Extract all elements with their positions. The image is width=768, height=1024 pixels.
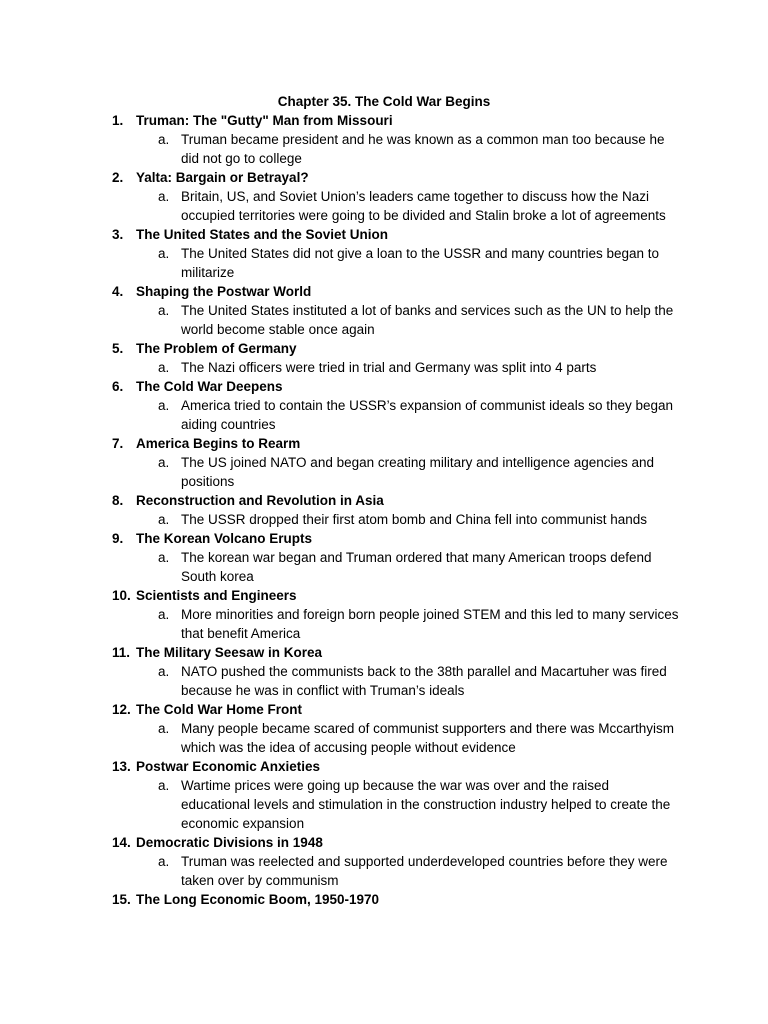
sub-item-letter: a. [158, 550, 170, 565]
item-heading-row [112, 282, 692, 301]
item-number: 6. [112, 379, 124, 394]
sub-item-text: Britain, US, and Soviet Union’s leaders came together to discuss how the Nazi occupied territories were going to be divided and Stalin broke a lot of agreements [181, 189, 666, 223]
outline-item [112, 434, 692, 491]
sub-item-text: More minorities and foreign born people joined STEM and this led to many services that benefit America [181, 607, 679, 641]
item-number: 13. [112, 759, 131, 774]
sub-item [112, 358, 692, 377]
sub-item [112, 130, 692, 168]
sub-item [112, 510, 692, 529]
item-heading: Scientists and Engineers [136, 588, 297, 603]
item-number: 14. [112, 835, 131, 850]
item-heading: The Cold War Home Front [136, 702, 302, 717]
item-heading: Truman: The "Gutty" Man from Missouri [136, 113, 393, 128]
item-number: 5. [112, 341, 124, 356]
sub-item [112, 662, 692, 700]
sub-item-text: Many people became scared of communist supporters and there was Mccarthyism which was the idea of accusing people without evidence [181, 721, 674, 755]
item-number: 8. [112, 493, 124, 508]
outline-item [112, 225, 692, 282]
item-heading-row [112, 168, 692, 187]
item-heading-row [112, 491, 692, 510]
outline-item [112, 168, 692, 225]
outline-item [112, 700, 692, 757]
sub-item [112, 776, 692, 833]
sub-item-letter: a. [158, 398, 170, 413]
item-heading: The Long Economic Boom, 1950-1970 [136, 892, 380, 907]
item-heading: Yalta: Bargain or Betrayal? [136, 170, 309, 185]
sub-item [112, 453, 692, 491]
sub-item [112, 187, 692, 225]
item-heading: The Military Seesaw in Korea [136, 645, 323, 660]
sub-item [112, 548, 692, 586]
item-heading-row [112, 890, 692, 909]
item-heading: Democratic Divisions in 1948 [136, 835, 323, 850]
item-heading-row [112, 434, 692, 453]
item-number: 3. [112, 227, 124, 242]
item-heading-row [112, 339, 692, 358]
item-heading-row [112, 111, 692, 130]
sub-item-letter: a. [158, 721, 170, 736]
sub-item-text: The Nazi officers were tried in trial and Germany was split into 4 parts [181, 360, 597, 375]
sub-item-text: Truman was reelected and supported underdeveloped countries before they were taken over by communism [181, 854, 668, 888]
sub-item [112, 719, 692, 757]
item-heading: The Korean Volcano Erupts [136, 531, 313, 546]
outline-item [112, 339, 692, 377]
item-number: 11. [112, 645, 131, 660]
sub-item-letter: a. [158, 303, 170, 318]
item-heading-row [112, 529, 692, 548]
sub-item-letter: a. [158, 246, 170, 261]
outline-item [112, 833, 692, 890]
sub-item-letter: a. [158, 132, 170, 147]
item-number: 10. [112, 588, 131, 603]
sub-item-text: The US joined NATO and began creating military and intelligence agencies and positions [181, 455, 655, 489]
sub-item-letter: a. [158, 360, 170, 375]
item-heading: The Cold War Deepens [136, 379, 283, 394]
item-heading-row [112, 377, 692, 396]
sub-item-letter: a. [158, 778, 170, 793]
outline-item [112, 586, 692, 643]
sub-item-text: The United States instituted a lot of banks and services such as the UN to help the world become stable once again [181, 303, 674, 337]
item-number: 1. [112, 113, 124, 128]
item-heading: Shaping the Postwar World [136, 284, 312, 299]
item-heading-row [112, 757, 692, 776]
item-heading-row [112, 225, 692, 244]
outline-list [112, 111, 692, 909]
sub-item-text: The United States did not give a loan to the USSR and many countries began to militarize [181, 246, 660, 280]
sub-item [112, 396, 692, 434]
item-number: 2. [112, 170, 124, 185]
outline-item [112, 890, 692, 909]
sub-item [112, 301, 692, 339]
sub-item-letter: a. [158, 607, 170, 622]
sub-item-letter: a. [158, 512, 170, 527]
item-heading: The United States and the Soviet Union [136, 227, 389, 242]
outline-item [112, 529, 692, 586]
outline-item [112, 377, 692, 434]
sub-item-text: America tried to contain the USSR’s expansion of communist ideals so they began aiding countries [181, 398, 674, 432]
outline-item [112, 111, 692, 168]
outline-item [112, 282, 692, 339]
outline-item [112, 757, 692, 833]
sub-item-letter: a. [158, 664, 170, 679]
item-heading-row [112, 643, 692, 662]
sub-item [112, 244, 692, 282]
sub-item-text: Wartime prices were going up because the war was over and the raised educational levels and stimulation in the construction industry helped to create the economic expansion [181, 778, 671, 831]
sub-item-letter: a. [158, 854, 170, 869]
item-heading: Postwar Economic Anxieties [136, 759, 321, 774]
sub-item-text: The korean war began and Truman ordered that many American troops defend South korea [181, 550, 652, 584]
sub-item-text: Truman became president and he was known as a common man too because he did not go to college [181, 132, 665, 166]
sub-item-text: The USSR dropped their first atom bomb and China fell into communist hands [181, 512, 647, 527]
item-heading-row [112, 833, 692, 852]
outline-item [112, 491, 692, 529]
sub-item-letter: a. [158, 455, 170, 470]
item-heading-row [112, 586, 692, 605]
sub-item-letter: a. [158, 189, 170, 204]
item-number: 4. [112, 284, 124, 299]
item-heading-row [112, 700, 692, 719]
item-number: 7. [112, 436, 124, 451]
item-number: 15. [112, 892, 131, 907]
item-heading: Reconstruction and Revolution in Asia [136, 493, 384, 508]
item-heading: The Problem of Germany [136, 341, 297, 356]
sub-item [112, 852, 692, 890]
sub-item [112, 605, 692, 643]
item-number: 9. [112, 531, 124, 546]
sub-item-text: NATO pushed the communists back to the 38th parallel and Macartuher was fired because he was in conflict with Truman’s ideals [181, 664, 667, 698]
outline-item [112, 643, 692, 700]
item-heading: America Begins to Rearm [136, 436, 301, 451]
page-title: Chapter 35. The Cold War Begins [277, 94, 491, 109]
item-number: 12. [112, 702, 131, 717]
